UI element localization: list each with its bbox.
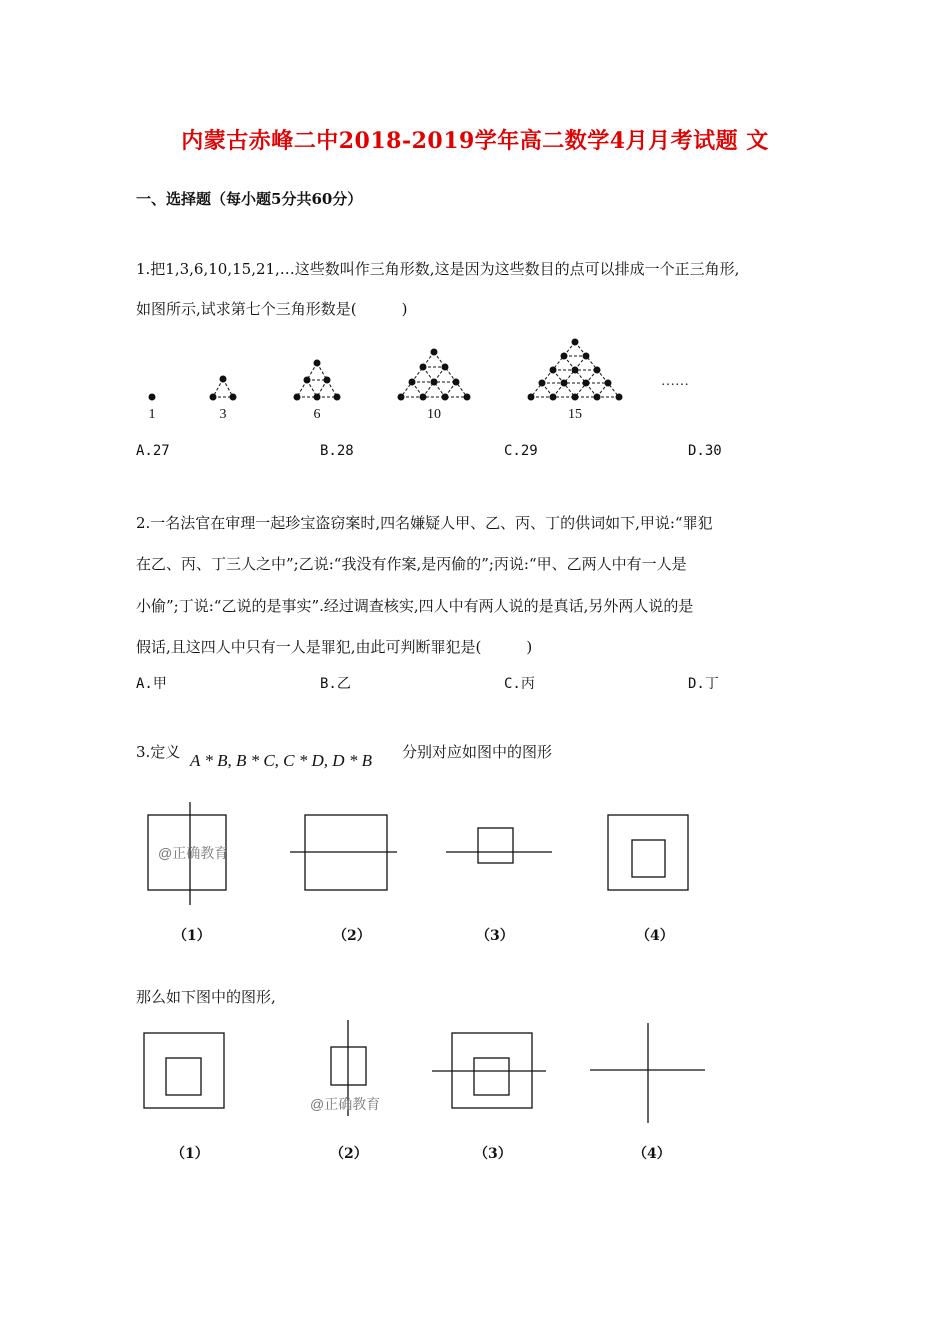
q2-option-a[interactable]: A.甲: [136, 676, 167, 692]
q1-option-c[interactable]: C.29: [504, 443, 538, 459]
q1-option-b[interactable]: B.28: [320, 443, 354, 459]
figure-label: 6: [313, 407, 321, 422]
caption-bottom-3: （3）: [474, 1146, 512, 1162]
q2-option-b[interactable]: B.乙: [320, 676, 351, 692]
q1-text-line-2: 如图所示,试求第七个三角形数是( ): [136, 300, 408, 318]
figure-label: 15: [568, 407, 582, 422]
section-heading: 一、选择题（每小题5分共60分）: [136, 190, 363, 208]
watermark: @正确教育: [310, 1096, 381, 1112]
triangle-15: [528, 339, 622, 400]
figure-1-nested-squares: [144, 1033, 224, 1108]
q2-text-line-3: 小偷”;丁说:“乙说的是事实”.经过调查核实,四人中有两人说的是真话,另外两人说的是: [136, 597, 694, 615]
triangle-10: [398, 349, 470, 400]
q3-prefix: 3.定义: [136, 743, 181, 761]
figure-label: 1: [148, 407, 156, 422]
triangle-3: [210, 376, 236, 400]
q1-option-d[interactable]: D.30: [688, 443, 722, 459]
q1-option-a[interactable]: A.27: [136, 443, 170, 459]
figure-4-nested-squares: [608, 815, 688, 890]
document-title: 内蒙古赤峰二中2018-2019学年高二数学4月月考试题 文: [181, 128, 769, 154]
q2-text-line-4: 假话,且这四人中只有一人是罪犯,由此可判断罪犯是( ): [136, 638, 533, 656]
caption-top-2: （2）: [333, 928, 371, 944]
figure-3-combined-square-cross: [432, 1033, 546, 1108]
dot: [149, 394, 155, 400]
figure-label: 10: [427, 407, 441, 422]
q3-suffix: 分别对应如图中的图形: [402, 743, 553, 761]
caption-top-4: （4）: [636, 928, 674, 944]
figure-4-cross: [590, 1023, 705, 1123]
figure-label: 3: [219, 407, 227, 422]
caption-bottom-2: （2）: [330, 1146, 368, 1162]
figure-2-rect-horizontal-line: [290, 815, 397, 890]
question-figures: [130, 1018, 720, 1128]
watermark: @正确教育: [158, 845, 229, 861]
q3-formula: A * B, B * C, C * D, D * B: [190, 751, 372, 770]
q2-option-c[interactable]: C.丙: [504, 676, 535, 692]
triangle-6: [294, 360, 340, 400]
q3-then-text: 那么如下图中的图形,: [136, 988, 276, 1006]
caption-top-1: （1）: [173, 928, 211, 944]
q1-text-line-1: 1.把1,3,6,10,15,21,…这些数叫作三角形数,这是因为这些数目的点可以排成一个正三角形,: [136, 260, 740, 278]
figure-3-small-square-horizontal-line: [446, 828, 552, 863]
definition-figures: [130, 800, 710, 915]
ellipsis: ……: [661, 374, 689, 389]
caption-bottom-1: （1）: [171, 1146, 209, 1162]
q2-option-d[interactable]: D.丁: [688, 676, 719, 692]
caption-top-3: （3）: [476, 928, 514, 944]
q2-text-line-2: 在乙、丙、丁三人之中”;乙说:“我没有作案,是丙偷的”;丙说:“甲、乙两人中有一人是: [136, 555, 687, 573]
caption-bottom-4: （4）: [633, 1146, 671, 1162]
triangular-numbers-figure: [130, 330, 710, 425]
q2-text-line-1: 2.一名法官在审理一起珍宝盗窃案时,四名嫌疑人甲、乙、丙、丁的供词如下,甲说:“罪犯: [136, 514, 713, 532]
